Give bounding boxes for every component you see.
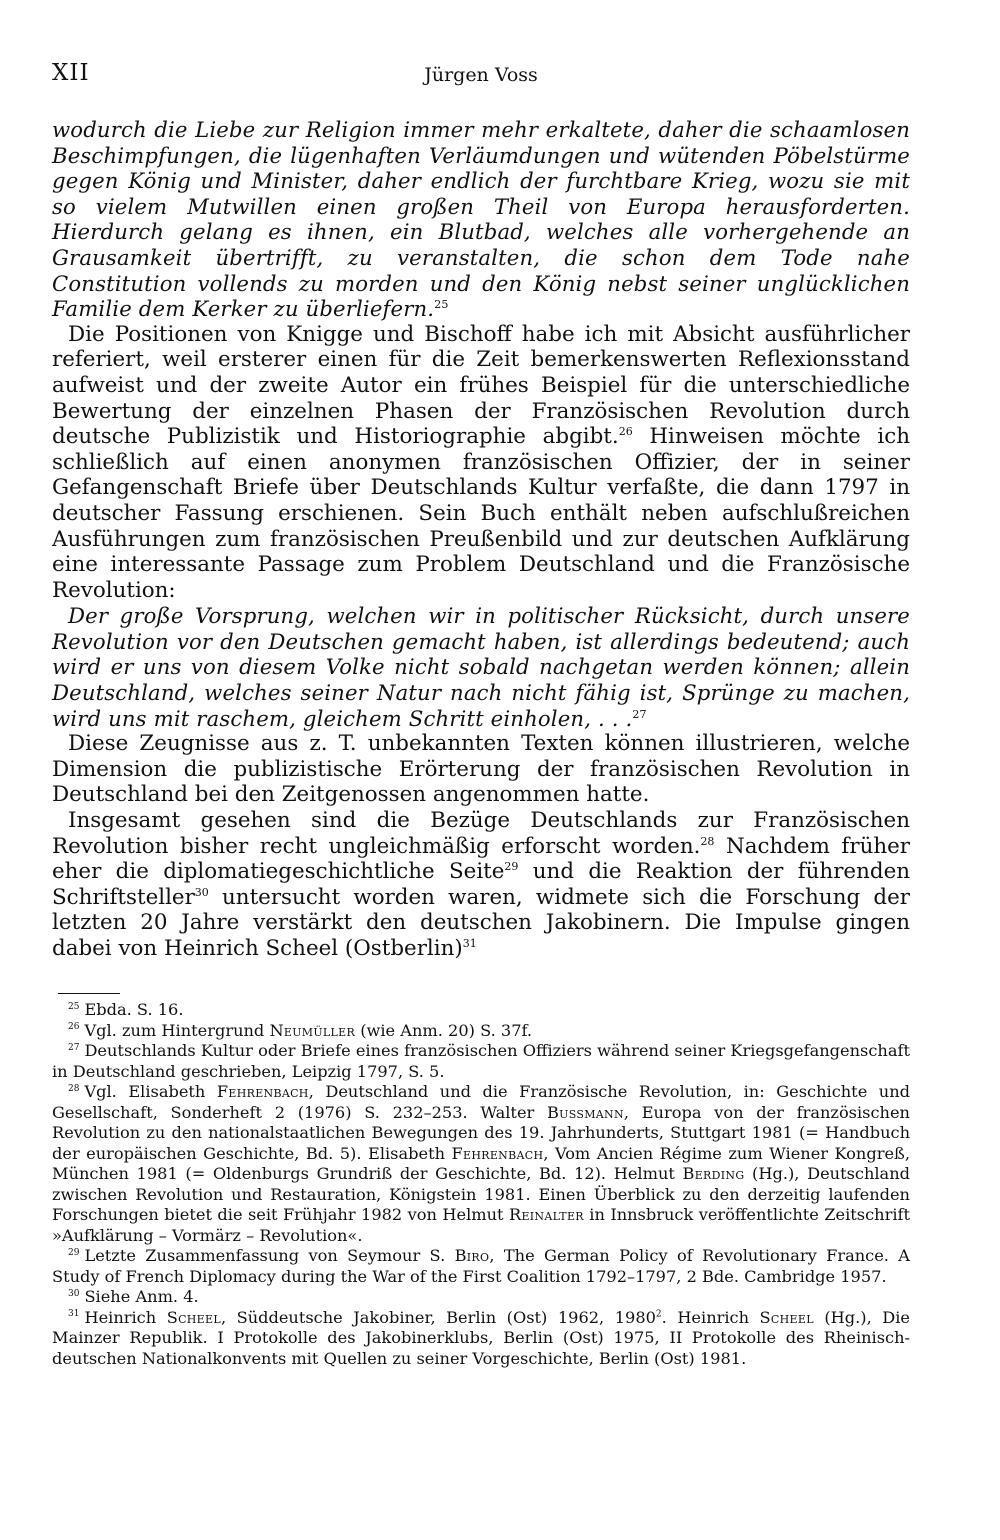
footnote-number: 27 [68,1042,80,1053]
note-ref: 28 [700,834,715,848]
footnote-text: Heinrich [84,1307,167,1327]
note-ref: 27 [632,707,647,721]
footnote-text: , Europa von der französischen Revolution zu den nationalstaatlichen Bewegungen des 19. Jahrhunderts, Stuttgart 1981 (= Handbuch der europäischen Geschichte, Bd. 5). Elisabeth [52,1102,910,1163]
paragraph-text: Die Positionen von Knigge und Bischoff habe ich mit Absicht ausführlicher referiert, weil ersterer einen für die Zeit bemerkenswerten Reflexionsstand aufweist und der zweite Autor ein frühes Beispiel für die unterschiedliche Bewertung der einzelnen Phasen der Französischen Revolution durch deutsche Publizistik und Historiographie abgibt. [52,321,910,450]
paragraph-text: Diese Zeugnisse aus z. T. unbekannten Texten können illustrieren, welche Dimension die publizistische Erörterung der französischen Revolution in Deutschland bei den Zeitgenossen angenommen hatte. [52,731,910,808]
author-name: Bussmann [546,1102,624,1122]
running-head-author: Jürgen Voss [424,64,538,86]
main-text [52,117,910,962]
note-ref: 26 [618,425,633,438]
paragraph-testimonies [52,731,910,808]
paragraph-text: Nachdem früher eher die diplomatiegeschichtliche Seite [52,833,910,885]
footnote-text: Ebda. S. 16. [84,1000,184,1019]
page-number: XII [52,60,90,86]
quote-text: wodurch die Liebe zur Religion immer mehr erkaltete, daher die schaamlosen Beschimpfungen, die lügenhaften Verläumdungen und wütenden Pöbelstürme gegen König und Minister, daher endlich der furchtbare Krieg, wozu sie mit so vielem Mutwillen einen großen Theil von Europa herausforderten. Hierdurch gelang es ihnen, ein Blutbad, welches alle vorhergehende an Grausamkeit übertrifft, zu veranstalten, die schon dem Tode nahe Constitution vollends zu morden und den König nebst seiner unglücklichen Familie dem Kerker zu überliefern. [52,117,910,322]
footnote-30 [52,1287,910,1308]
footnote-divider [58,993,120,994]
author-name: Fehrenbach [451,1143,544,1163]
footnote-text: , The German Policy of Revolutionary France. A Study of French Diplomacy during the War of the First Coalition 1792–1797, 2 Bde. Cambridge 1957. [52,1246,910,1286]
footnote-text: , Deutschland und die Französische Revolution, in: Geschichte und Gesellschaft, Sonderheft 2 (1976) S. 232–253. Walter [52,1082,910,1122]
author-name: Fehrenbach [216,1082,309,1101]
footnote-text: Vgl. zum Hintergrund [84,1020,270,1040]
footnote-text: , Vom Ancien Régime zum Wiener Kongreß, München 1981 (= Oldenburgs Grundriß der Geschichte, Bd. 12). Helmut [52,1143,910,1183]
footnote-29 [52,1246,910,1287]
note-ref: 25 [434,298,449,312]
footnote-28 [52,1082,910,1246]
note-ref: 31 [462,936,477,950]
quote-text: Der große Vorsprung, welchen wir in politischer Rücksicht, durch unsere Revolution vor den Deutschen gemacht haben, ist allerdings bedeutend; auch wird er uns von diesem Volke nicht sobald nachgetan werden können; allein Deutschland, welches seiner Natur nach nicht fähig ist, Sprünge zu machen, wird uns mit raschem, gleichem Schritt einholen, . . . [52,603,910,731]
paragraph-positions [52,322,910,604]
author-name: Berding [682,1164,745,1183]
note-ref: 29 [504,860,519,874]
footnote-text: Letzte Zusammenfassung von Seymour S. [84,1246,455,1265]
footnote-number: 29 [68,1247,80,1258]
footnote-text: , Süddeutsche Jakobiner, Berlin (Ost) 1962, 1980 [220,1307,656,1327]
footnote-text: (wie Anm. 20) S. 37f. [355,1020,533,1040]
block-quote-knigge-bischoff [52,117,910,322]
footnote-text: (Hg.), Die Mainzer Republik. I Protokolle des Jakobinerklubs, Berlin (Ost) 1975, II Protokolle des Rheinisch-deutschen Nationalkonvents mit Quellen zu seiner Vorgeschichte, Berlin (Ost) 1981. [52,1307,910,1368]
footnote-text: Vgl. Elisabeth [84,1082,217,1101]
author-name: Scheel [166,1307,221,1327]
footnote-text: . Heinrich [661,1307,760,1327]
footnote-31 [52,1308,910,1370]
footnotes [52,1000,910,1369]
note-ref: 30 [194,885,209,899]
footnote-27 [52,1041,910,1082]
edition-superscript: 2 [655,1309,662,1320]
paragraph-research [52,808,910,962]
author-name: Biro [454,1246,490,1265]
page-header [52,60,910,94]
paragraph-text: untersucht worden waren, widmete sich die Forschung der letzten 20 Jahre verstärkt den deutschen Jakobinern. Die Impulse gingen dabei von Heinrich Scheel (Ostberlin) [52,884,910,961]
footnote-text: Siehe Anm. 4. [84,1287,199,1306]
footnote-25 [52,1000,910,1021]
block-quote-officer [52,603,910,731]
footnote-number: 30 [68,1288,80,1299]
footnote-text: in Innsbruck veröffentlichte Zeitschrift »Aufklärung – Vormärz – Revolution«. [52,1205,910,1245]
author-name: Scheel [759,1307,814,1327]
footnote-number: 25 [68,1001,80,1012]
paragraph-text: Hinweisen möchte ich schließlich auf einen anonymen französischen Offizier, der in seiner Gefangenschaft Briefe über Deutschlands Kultur verfaßte, die dann 1797 in deutscher Fassung erschienen. Sein Buch enthält neben aufschlußreichen Ausführungen zum französischen Preußenbild und zur deutschen Aufklärung eine interessante Passage zum Problem Deutschland und die Französische Revolution: [52,424,910,603]
paragraph-text: und die Reaktion der führenden Schriftsteller [52,859,910,910]
footnote-number: 31 [68,1309,80,1320]
footnote-26 [52,1021,910,1042]
author-name: Reinalter [508,1205,584,1224]
footnote-number: 28 [68,1083,80,1094]
footnote-text: (Hg.), Deutschland zwischen Revolution und Restauration, Königstein 1981. Einen Überblick zu den derzeitig laufenden Forschungen bietet die seit Frühjahr 1982 von Helmut [52,1164,910,1224]
paragraph-text: Insgesamt gesehen sind die Bezüge Deutschlands zur Französischen Revolution bisher recht ungleichmäßig erforscht worden. [52,808,910,859]
footnote-text: Deutschlands Kultur oder Briefe eines französischen Offiziers während seiner Kriegsgefangenschaft in Deutschland geschrieben, Leipzig 1797, S. 5. [52,1041,910,1081]
footnote-number: 26 [68,1022,80,1033]
author-name: Neumüller [269,1020,356,1040]
